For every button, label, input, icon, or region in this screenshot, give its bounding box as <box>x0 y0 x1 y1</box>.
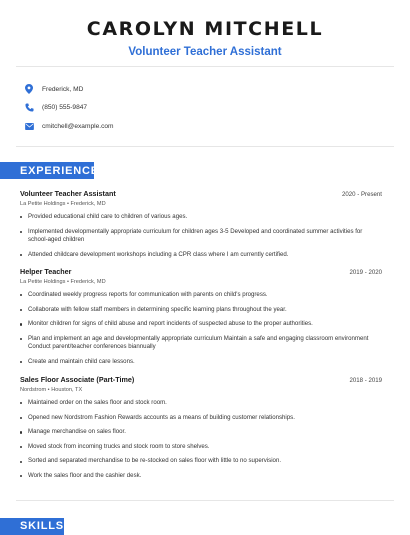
job-title: Sales Floor Associate (Part-Time) <box>20 375 135 384</box>
contact-email <box>24 117 114 136</box>
list-item: Moved stock from incoming trucks and stock room to store shelves. <box>20 443 382 452</box>
candidate-role: Volunteer Teacher Assistant <box>128 46 282 58</box>
location-text: Frederick, MD <box>42 85 84 93</box>
candidate-name: CAROLYN MITCHELL <box>86 18 324 40</box>
experience-heading: EXPERIENCE <box>0 162 94 179</box>
resume-header <box>0 0 410 59</box>
list-item: Sorted and separated merchandise to be re-stocked on sales floor with little to no supervision. <box>20 457 382 466</box>
job-dates: 2018 - 2019 <box>349 377 382 384</box>
list-item: Collaborate with fellow staff members in determining specific learning plans throughout the year. <box>20 306 382 315</box>
list-item: Provided educational child care to children of various ages. <box>20 213 382 222</box>
job-bullets <box>20 213 382 259</box>
list-item: Opened new Nordstrom Fashion Rewards accounts as a means of building customer relationships. <box>20 414 382 423</box>
envelope-icon <box>24 121 34 131</box>
list-item: Work the sales floor and the cashier desk. <box>20 472 382 481</box>
list-item: Plan and implement an age and developmentally appropriate curriculum Maintain a safe and engaging classroom environment Conduct parent/teacher conferences biannually <box>20 335 382 352</box>
location-pin-icon <box>24 84 34 94</box>
job-title: Volunteer Teacher Assistant <box>20 189 116 198</box>
job-company-line: La Petite Holdings • Frederick, MD <box>20 201 106 207</box>
phone-icon <box>24 103 34 113</box>
job-helper-teacher <box>20 267 382 367</box>
contact-block <box>24 80 114 136</box>
list-item: Manage merchandise on sales floor. <box>20 428 382 437</box>
job-dates: 2020 - Present <box>342 191 382 198</box>
experience-divider <box>16 500 394 501</box>
skills-heading: SKILLS <box>0 518 64 535</box>
list-item: Create and maintain child care lessons. <box>20 358 382 367</box>
job-location: Houston, TX <box>51 387 83 393</box>
job-company: Nordstrom <box>20 387 47 393</box>
job-dates: 2019 - 2020 <box>349 269 382 276</box>
job-title: Helper Teacher <box>20 267 72 276</box>
list-item: Coordinated weekly progress reports for communication with parents on child's progress. <box>20 291 382 300</box>
list-item: Maintained order on the sales floor and stock room. <box>20 399 382 408</box>
job-company-line: La Petite Holdings • Frederick, MD <box>20 279 106 285</box>
contact-location <box>24 80 114 99</box>
contact-phone <box>24 99 114 118</box>
job-location: Frederick, MD <box>70 201 106 207</box>
header-divider <box>16 66 394 67</box>
list-item: Attended childcare development workshops including a CPR class where I am currently certified. <box>20 251 382 260</box>
list-item: Implemented developmentally appropriate curriculum for children ages 3-5 Developed and coordinated summer activities for school-aged children <box>20 228 382 245</box>
job-bullets <box>20 399 382 481</box>
list-item: Monitor children for signs of child abuse and report incidents of suspected abuse to the proper authorities. <box>20 320 382 329</box>
phone-text: (850) 555-9847 <box>42 104 88 112</box>
contact-divider <box>16 146 394 147</box>
job-company: La Petite Holdings <box>20 201 66 207</box>
job-volunteer-teacher-assistant <box>20 189 382 259</box>
email-text: cmitchell@example.com <box>42 122 114 130</box>
job-company: La Petite Holdings <box>20 279 66 285</box>
job-company-line: Nordstrom • Houston, TX <box>20 387 83 393</box>
job-sales-floor-associate <box>20 375 382 481</box>
job-location: Frederick, MD <box>70 279 106 285</box>
job-bullets <box>20 291 382 367</box>
